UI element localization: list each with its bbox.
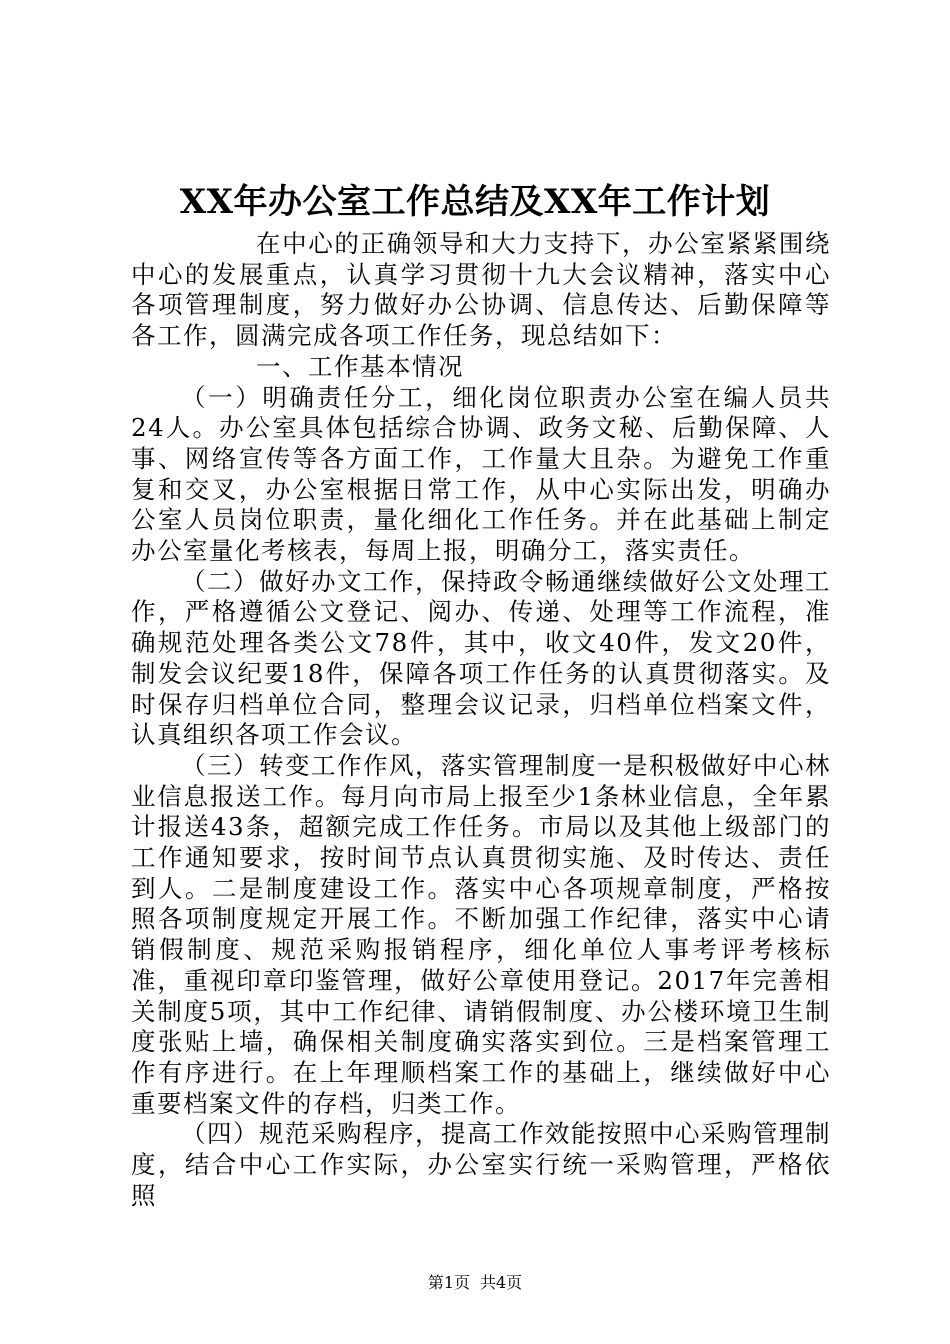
intro-paragraph: 在中心的正确领导和大力支持下，办公室紧紧围绕中心的发展重点，认真学习贯彻十九大会议精神，落实中心各项管理制度，努力做好办公协调、信息传达、后勤保障等各工作，圆满完成各项工作任务，现总结如下： [131, 229, 831, 351]
page-number: 第1页 [427, 1273, 470, 1292]
item-2-paragraph: （二）做好办文工作，保持政令畅通继续做好公文处理工作，严格遵循公文登记、阅办、传递、处理等工作流程，准确规范处理各类公文78件，其中，收文40件，发文20件，制发会议纪要18件，保障各项工作任务的认真贯彻落实。及时保存归档单位合同，整理会议记录，归档单位档案文件，认真组织各项工作会议。 [131, 566, 831, 750]
page-total: 共4页 [480, 1273, 523, 1292]
item-1-paragraph: （一）明确责任分工，细化岗位职责办公室在编人员共24人。办公室具体包括综合协调、政务文秘、后勤保障、人事、网络宣传等各方面工作，工作量大且杂。为避免工作重复和交叉，办公室根据日常工作，从中心实际出发，明确办公室人员岗位职责，量化细化工作任务。并在此基础上制定办公室量化考核表，每周上报，明确分工，落实责任。 [131, 382, 831, 566]
page-footer [0, 1272, 950, 1294]
section-heading: 一、工作基本情况 [256, 351, 464, 381]
item-4-paragraph: （四）规范采购程序，提高工作效能按照中心采购管理制度，结合中心工作实际，办公室实行统一采购管理，严格依照 [131, 1119, 831, 1210]
document-body [131, 229, 831, 1212]
document-title: XX年办公室工作总结及XX年工作计划 [179, 182, 771, 222]
item-3-paragraph: （三）转变工作作风，落实管理制度一是积极做好中心林业信息报送工作。每月向市局上报至少1条林业信息，全年累计报送43条，超额完成工作任务。市局以及其他上级部门的工作通知要求，按时间节点认真贯彻实施、及时传达、责任到人。二是制度建设工作。落实中心各项规章制度，严格按照各项制度规定开展工作。不断加强工作纪律，落实中心请销假制度、规范采购报销程序，细化单位人事考评考核标准，重视印章印鉴管理，做好公章使用登记。2017年完善相关制度5项，其中工作纪律、请销假制度、办公楼环境卫生制度张贴上墙，确保相关制度确实落实到位。三是档案管理工作有序进行。在上年理顺档案工作的基础上，继续做好中心重要档案文件的存档，归类工作。 [131, 750, 831, 1118]
